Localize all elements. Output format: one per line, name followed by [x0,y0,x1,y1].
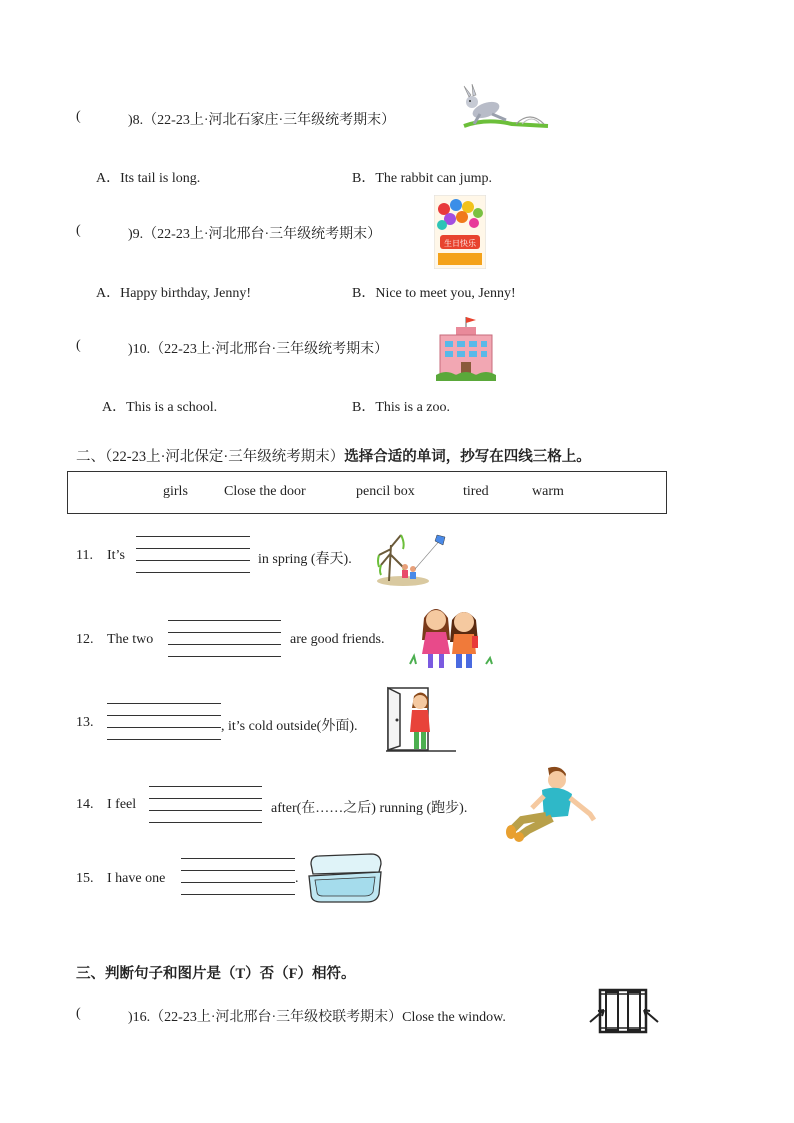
question-number: 13. [76,715,94,730]
question-10-header [128,338,388,358]
spring-tree-kite-image [375,525,451,587]
word-bank-item: Close the door [224,484,306,499]
question-number: 16. [132,1010,151,1025]
two-girls-image [406,600,496,674]
sentence-before: I have one [107,871,166,886]
question-number: 12. [76,632,94,647]
rabbit-jumping-image [456,84,554,134]
answer-paren-open: ( [76,109,81,124]
sentence-after: are good friends. [290,632,385,647]
answer-paren-close: ) [128,1010,133,1025]
question-number: 8. [132,113,144,128]
question-9-header [128,223,381,243]
answer-blank[interactable] [85,338,125,356]
four-line-writing-grid[interactable] [149,786,262,823]
question-sentence: Close the window. [402,1010,506,1025]
question-source: （22-23上·河北邢台·三年级统考期末） [143,227,382,242]
poster-text: 生日快乐 [444,239,476,248]
question-number: 9. [132,227,144,242]
answer-paren-open: ( [76,1006,81,1021]
section-2-title [76,445,591,466]
section-3-title: 三、判断句子和图片是（T）否（F）相符。 [76,966,356,982]
option-b: B．The rabbit can jump. [352,171,492,186]
sentence-before: It’s [107,548,125,563]
four-line-writing-grid[interactable] [107,703,221,740]
question-number: 10. [132,342,151,357]
girl-opening-door-image [386,686,456,754]
answer-blank[interactable] [85,1006,125,1024]
sentence-after: in spring (春天). [258,552,352,567]
word-bank-item: tired [463,484,489,499]
question-source: （22-23上·河北邢台·三年级校联考期末） [150,1010,403,1025]
question-number: 14. [76,797,94,812]
answer-paren-open: ( [76,223,81,238]
section-2-instruction: 选择合适的单词，抄写在四线三格上。 [344,449,591,465]
answer-paren-close: ) [128,342,133,357]
word-bank-item: girls [163,484,188,499]
four-line-writing-grid[interactable] [181,858,295,895]
sentence-before: I feel [107,797,137,812]
answer-paren-open: ( [76,338,81,353]
option-a: A．Happy birthday, Jenny! [96,286,252,301]
answer-blank[interactable] [85,223,125,241]
section-2-source: 二、（22-23上·河北保定·三年级统考期末） [76,449,345,465]
option-b: B．Nice to meet you, Jenny! [352,286,516,301]
tired-boy-sitting-image [502,764,598,842]
four-line-writing-grid[interactable] [168,620,281,657]
option-a: A．This is a school. [102,400,218,415]
sentence-before: The two [107,632,154,647]
school-building-image [436,315,496,381]
word-bank-item: warm [532,484,564,499]
question-source: （22-23上·河北石家庄·三年级统考期末） [143,113,396,128]
birthday-balloons-poster-image [434,195,486,269]
question-number: 15. [76,871,94,886]
sentence-after: after(在……之后) running (跑步). [271,801,468,816]
sentence-after: . [295,871,299,886]
four-line-writing-grid[interactable] [136,536,250,573]
question-16-header [128,1006,506,1026]
answer-blank[interactable] [85,109,125,127]
answer-paren-close: ) [128,113,133,128]
question-source: （22-23上·河北邢台·三年级统考期末） [150,342,389,357]
option-b: B．This is a zoo. [352,400,450,415]
closing-window-image [588,986,660,1036]
word-bank-item: pencil box [356,484,415,499]
pencil-box-image [305,850,385,906]
option-a: A．Its tail is long. [96,171,201,186]
question-8-header [128,109,395,129]
answer-paren-close: ) [128,227,133,242]
question-number: 11. [76,548,93,563]
sentence-after: , it’s cold outside(外面). [221,719,358,734]
